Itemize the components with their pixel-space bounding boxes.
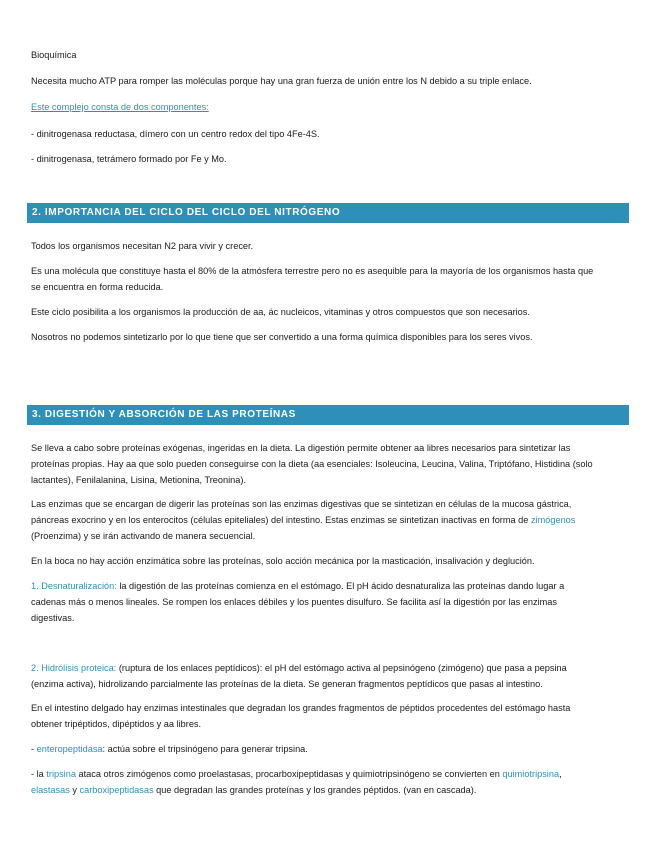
- enteropeptidasa-item: [31, 741, 626, 758]
- s3-p2-line-1: Las enzimas que se encargan de digerir las proteínas son las enzimas digestivas que se sintetizan en células de la mucosa gástrica,: [31, 499, 572, 509]
- hidrolisis-line-1: [31, 660, 626, 677]
- tripsina-link[interactable]: tripsina: [46, 769, 76, 779]
- s2-paragraph-2-line-2: se encuentra en forma reducida.: [31, 282, 164, 292]
- complex-link[interactable]: Este complejo consta de dos componentes:: [31, 102, 209, 112]
- section-2-title: 2. IMPORTANCIA DEL CICLO DEL CICLO DEL NITRÓGENO: [32, 207, 341, 218]
- tripsina-text-2: y: [69, 785, 80, 795]
- enteropeptidasa-link[interactable]: enteropeptidasa: [36, 744, 103, 754]
- list-item-reductasa: - dinitrogenasa reductasa, dímero con un centro redox del tipo 4Fe-4S.: [31, 129, 320, 139]
- enteropeptidasa-text: : actúa sobre el tripsinógeno para generar tripsina.: [102, 744, 308, 754]
- tripsina-prefix: - la: [31, 769, 47, 779]
- section-3-header: [27, 405, 629, 425]
- s2-paragraph-3: Este ciclo posibilita a los organismos la producción de aa, ác nucleicos, vitaminas y otros compuestos que son necesarios.: [31, 307, 530, 317]
- s3-p1-line-2: proteínas propias. Hay aa que solo pueden conseguirse con la dieta (aa esenciales: Isoleucina, Leucina, Valina, Triptófano, Histidina (solo: [31, 459, 593, 469]
- zimogenos-link[interactable]: zimógenos: [530, 515, 576, 525]
- s2-paragraph-4: Nosotros no podemos sintetizarlo por lo que tiene que ser convertido a una forma química disponibles para los seres vivos.: [31, 332, 533, 342]
- s2-paragraph-1: Todos los organismos necesitan N2 para vivir y crecer.: [31, 241, 254, 251]
- s3-p2-line-2: [31, 512, 626, 529]
- list-item-dinitrogenasa: - dinitrogenasa, tetrámero formado por Fe y Mo.: [31, 154, 227, 164]
- s3-paragraph-boca: En la boca no hay acción enzimática sobre las proteínas, solo acción mecánica por la masticación, insalivación y deglución.: [31, 556, 535, 566]
- complex-line: [31, 99, 626, 116]
- paragraph-atp: Necesita mucho ATP para romper las moléculas porque hay una gran fuerza de unión entre los N debido a su triple enlace.: [31, 76, 532, 86]
- desnaturalizacion-label: 1. Desnaturalización:: [31, 581, 117, 591]
- tripsina-text-end: que degradan las grandes proteínas y los grandes péptidos. (van en cascada).: [153, 785, 477, 795]
- enteropeptidasa-dash: -: [31, 744, 37, 754]
- tripsina-text-1: ataca otros zimógenos como proelastasas, procarboxipeptidasas y quimiotripsinógeno se convierten en: [75, 769, 503, 779]
- desnaturalizacion-line-3: digestivas.: [31, 613, 75, 623]
- hidrolisis-label: 2. Hidrólisis proteica:: [31, 663, 117, 673]
- quimiotripsina-link[interactable]: quimiotripsina: [502, 769, 560, 779]
- desnaturalizacion-line-2: cadenas más o menos lineales. Se rompen los enlaces débiles y los puentes disulfuro. Se facilita así la digestión por las enzimas: [31, 597, 558, 607]
- hidrolisis-text-a: (ruptura de los enlaces peptídicos): el pH del estómago activa al pepsinógeno (zimógeno) que pasa a pepsina: [116, 663, 567, 673]
- carboxipeptidasas-link[interactable]: carboxipeptidasas: [79, 785, 154, 795]
- intestino-line-1: En el intestino delgado hay enzimas intestinales que degradan los grandes fragmentos de péptidos procedentes del estómago hasta: [31, 703, 571, 713]
- section-3-title: 3. DIGESTIÓN Y ABSORCIÓN DE LAS PROTEÍNAS: [32, 409, 296, 420]
- s2-paragraph-2-line-1: Es una molécula que constituye hasta el 80% de la atmósfera terrestre pero no es asequible para la mayoría de los organismos hasta que: [31, 266, 594, 276]
- s3-p1-line-1: Se lleva a cabo sobre proteínas exógenas, ingeridas en la dieta. La digestión permite obtener aa libres necesarios para sintetizar las: [31, 443, 571, 453]
- heading-bioquimica: Bioquímica: [31, 50, 77, 60]
- desnaturalizacion-text-a: la digestión de las proteínas comienza en el estómago. El pH ácido desnaturaliza las proteínas dando lugar a: [116, 581, 565, 591]
- elastasas-link[interactable]: elastasas: [31, 785, 70, 795]
- tripsina-item-line-2: [31, 782, 626, 799]
- tripsina-item-line-1: [31, 766, 626, 783]
- tripsina-comma: ,: [559, 769, 562, 779]
- s3-p2-line-3: (Proenzima) y se irán activando de manera secuencial.: [31, 531, 256, 541]
- s3-p1-line-3: lactantes), Fenilalanina, Lisina, Metionina, Treonina).: [31, 475, 247, 485]
- section-2-header: [27, 203, 629, 223]
- hidrolisis-line-2: (enzima activa), hidrolizando parcialmente las proteínas de la dieta. Se generan fragmentos peptídicos que pasas al intestino.: [31, 679, 543, 689]
- s3-p2-line-2-text: páncreas exocrino y en los enterocitos (células epiteliales) del intestino. Estas enzimas se sintetizan inactivas en forma de: [31, 515, 531, 525]
- desnaturalizacion-line-1: [31, 578, 626, 595]
- intestino-line-2: obtener tripéptidos, dipéptidos y aa libres.: [31, 719, 202, 729]
